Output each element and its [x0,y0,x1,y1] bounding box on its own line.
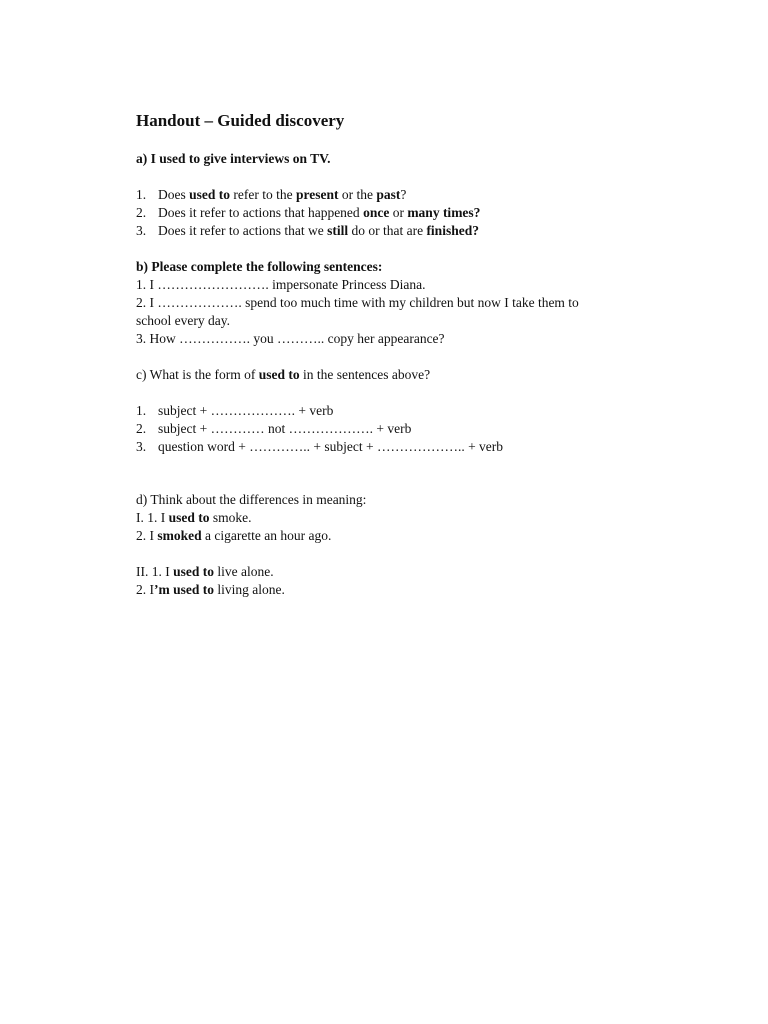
section-a-item-3: 3. Does it refer to actions that we still do or that are finished? [136,223,479,238]
section-d-line-1: I. 1. I used to smoke. [136,510,252,525]
section-d-line-3: II. 1. I used to live alone. [136,564,274,579]
handout-title: Handout – Guided discovery [136,111,345,130]
section-c-item-3: 3. question word + ………….. + subject + ……………….. + verb [136,439,504,454]
section-c-item-1: 1. subject + ………………. + verb [136,403,334,418]
section-c-item-2: 2. subject + ………… not ………………. + verb [136,421,412,436]
section-b-line-1: 1. I ……………………. impersonate Princess Diana. [136,277,426,292]
section-c-question: c) What is the form of used to in the sentences above? [136,367,431,382]
section-a-item-2: 2. Does it refer to actions that happened once or many times? [136,205,481,220]
section-b-line-3: school every day. [136,313,230,328]
section-b-line-2: 2. I ………………. spend too much time with my children but now I take them to [136,295,579,310]
section-d-line-2: 2. I smoked a cigarette an hour ago. [136,528,332,543]
section-d-line-4: 2. I’m used to living alone. [136,582,285,597]
section-d-heading: d) Think about the differences in meaning: [136,492,367,507]
section-b-line-4: 3. How ……………. you ……….. copy her appearance? [136,331,445,346]
section-a-heading: a) I used to give interviews on TV. [136,151,331,166]
section-a-item-1: 1. Does used to refer to the present or the past? [136,187,407,202]
section-b-heading: b) Please complete the following sentences: [136,259,383,274]
